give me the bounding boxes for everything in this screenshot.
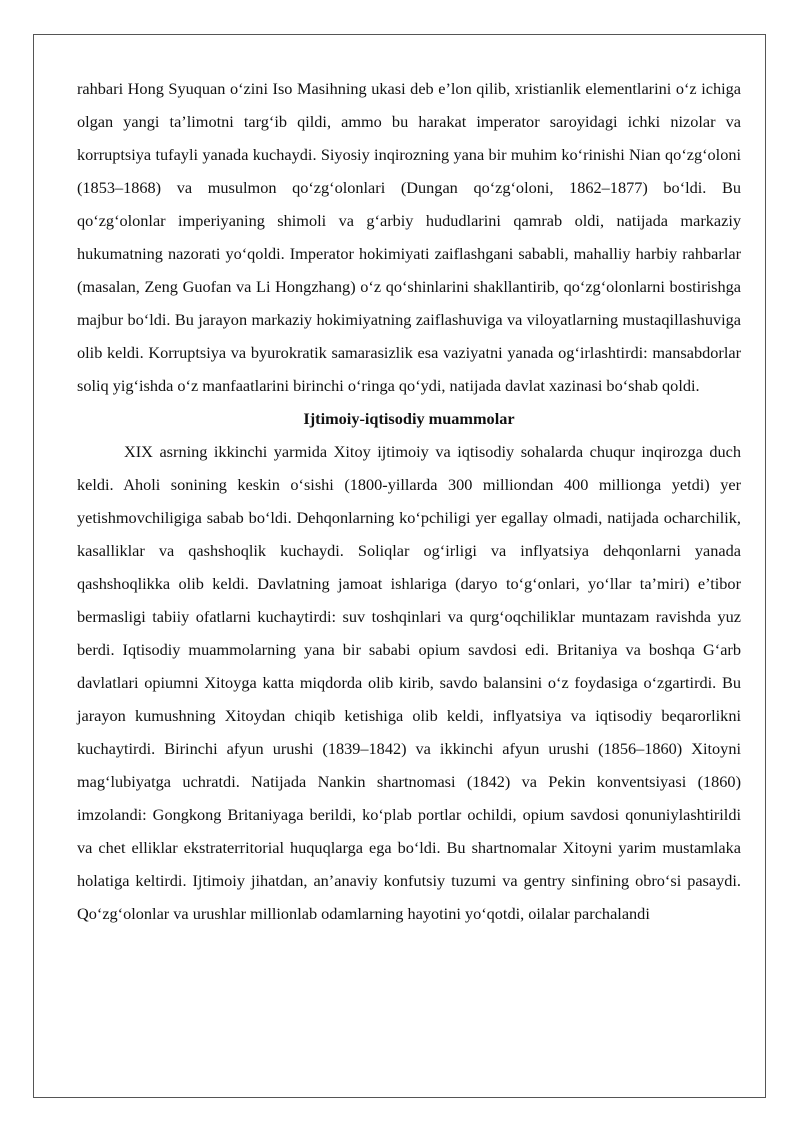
paragraph-continued: rahbari Hong Syuquan o‘zini Iso Masihning ukasi deb e’lon qilib, xristianlik elementlarini o‘z ichiga olgan yangi ta’limotni targ‘ib qildi, ammo bu harakat imperator saroyidagi ichki nizolar va korruptsiya tufayli yanada kuchaydi. Siyosiy inqirozning yana bir muhim ko‘rinishi Nian qo‘zg‘oloni (1853–1868) va musulmon qo‘zg‘olonlari (Dungan qo‘zg‘oloni, 1862–1877) bo‘ldi. Bu qo‘zg‘olonlar imperiyaning shimoli va g‘arbiy hududlarini qamrab oldi, natijada markaziy hukumatning nazorati yo‘qoldi. Imperator hokimiyati zaiflashgani sababli, mahalliy harbiy rahbarlar (masalan, Zeng Guofan va Li Hongzhang) o‘z qo‘shinlarini shakllantirib, qo‘zg‘olonlarni bostirishga majbur bo‘ldi. Bu jarayon markaziy hokimiyatning zaiflashuviga va viloyatlarning mustaqillashuviga olib keldi. Korruptsiya va byurokratik samarasizlik esa vaziyatni yanada og‘irlashtirdi: mansabdorlar soliq yig‘ishda o‘z manfaatlarini birinchi o‘ringa qo‘ydi, natijada davlat xazinasi bo‘shab qoldi. (77, 79, 741, 395)
document-body (77, 72, 741, 930)
section-heading: Ijtimoiy-iqtisodiy muammolar (303, 409, 515, 428)
paragraph-social-economic: XIX asrning ikkinchi yarmida Xitoy ijtimoiy va iqtisodiy sohalarda chuqur inqirozga duch keldi. Aholi sonining keskin o‘sishi (1800-yillarda 300 milliondan 400 millionga yetdi) yer yetishmovchiligiga sabab bo‘ldi. Dehqonlarning ko‘pchiligi yer egallay olmadi, natijada ocharchilik, kasalliklar va qashshoqlik kuchaydi. Soliqlar og‘irligi va inflyatsiya dehqonlarni yanada qashshoqlikka olib keldi. Davlatning jamoat ishlariga (daryo to‘g‘onlari, yo‘llar ta’miri) e’tibor bermasligi tabiiy ofatlarni kuchaytirdi: suv toshqinlari va qurg‘oqchiliklar muntazam ravishda yuz berdi. Iqtisodiy muammolarning yana bir sababi opium savdosi edi. Britaniya va boshqa G‘arb davlatlari opiumni Xitoyga katta miqdorda olib kirib, savdo balansini o‘z foydasiga o‘zgartirdi. Bu jarayon kumushning Xitoydan chiqib ketishiga olib keldi, inflyatsiya va iqtisodiy beqarorlikni kuchaytirdi. Birinchi afyun urushi (1839–1842) va ikkinchi afyun urushi (1856–1860) Xitoyni mag‘lubiyatga uchratdi. Natijada Nankin shartnomasi (1842) va Pekin konventsiyasi (1860) imzolandi: Gongkong Britaniyaga berildi, ko‘plab portlar ochildi, opium savdosi qonuniylashtirildi va chet elliklar ekstraterritorial huquqlarga ega bo‘ldi. Bu shartnomalar Xitoyni yarim mustamlaka holatiga keltirdi. Ijtimoiy jihatdan, an’anaviy konfutsiy tuzumi va gentry sinfining obro‘si pasaydi. Qo‘zg‘olonlar va urushlar millionlab odamlarning hayotini yo‘qotdi, oilalar parchalandi (77, 442, 741, 923)
